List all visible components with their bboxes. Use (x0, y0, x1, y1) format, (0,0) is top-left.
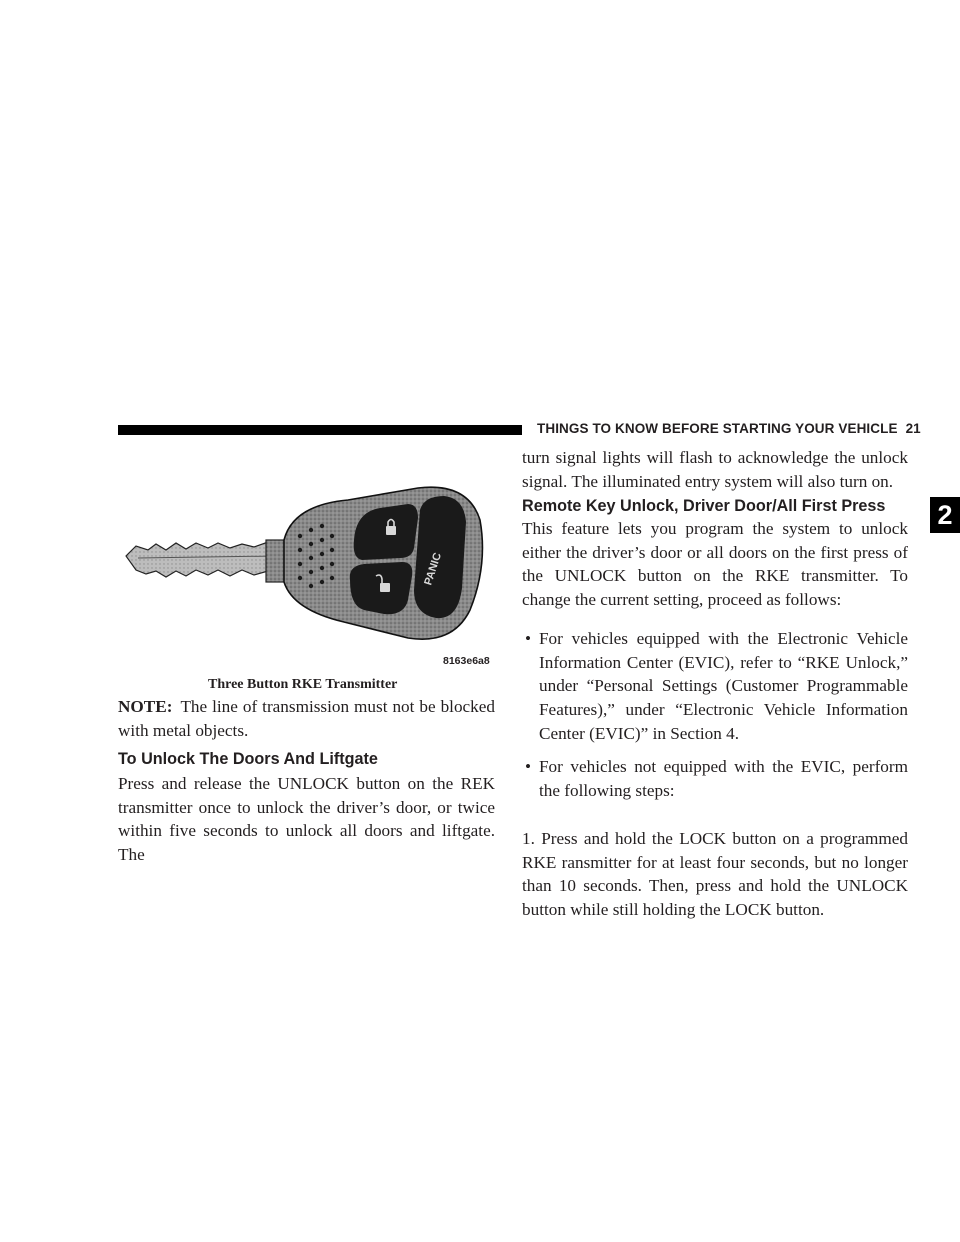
continued-paragraph: turn signal lights will flash to acknowledge the unlock signal. The illuminated entry system will also turn on. (522, 448, 908, 491)
bullet-text: For vehicles equipped with the Electronic Vehicle Information Center (EVIC), refer to “RKE Unlock,” under “Personal Settings (Customer Programmable Features),” under “Electronic Vehicle Information Center (EVIC)” in Section 4. (539, 629, 908, 743)
section-heading-unlock-doors: To Unlock The Doors And Liftgate (118, 750, 378, 768)
page-number: 21 (905, 421, 921, 436)
bullet-symbol: • (525, 629, 532, 648)
bullet-symbol: • (525, 757, 532, 776)
bullet-item (522, 755, 908, 802)
bullet-item (522, 627, 908, 746)
note-paragraph (118, 695, 495, 742)
section-heading-remote-key-unlock: Remote Key Unlock, Driver Door/All First Press (522, 497, 886, 515)
bullet-text: For vehicles not equipped with the EVIC, perform the following steps: (539, 757, 908, 800)
note-text: The line of transmission must not be blocked with metal objects. (118, 697, 495, 740)
running-header (537, 421, 921, 436)
panic-button-label: PANIC (422, 551, 445, 587)
step-1-paragraph: 1. Press and hold the LOCK button on a programmed RKE ransmitter for at least four seconds, but no longer than 10 seconds. Then, press and hold the UNLOCK button while still holding the LOCK button. (522, 829, 908, 920)
unlock-doors-paragraph: Press and release the UNLOCK button on the REK transmitter once to unlock the driver’s door, or twice within five seconds to unlock all doors and liftgate. The (118, 774, 495, 865)
rke-transmitter-illustration (118, 470, 488, 675)
key-fob-drawing (118, 470, 488, 675)
note-label: NOTE: (118, 697, 173, 716)
figure-id: 8163e6a8 (443, 655, 490, 667)
figure-caption: Three Button RKE Transmitter (208, 677, 398, 692)
header-title: THINGS TO KNOW BEFORE STARTING YOUR VEHICLE (537, 421, 898, 436)
header-rule (118, 425, 522, 435)
remote-key-unlock-paragraph: This feature lets you program the system to unlock either the driver’s door or all doors on the first press of the UNLOCK button on the RKE transmitter. To change the current setting, proceed as follows: (522, 519, 908, 610)
chapter-tab: 2 (930, 497, 960, 533)
